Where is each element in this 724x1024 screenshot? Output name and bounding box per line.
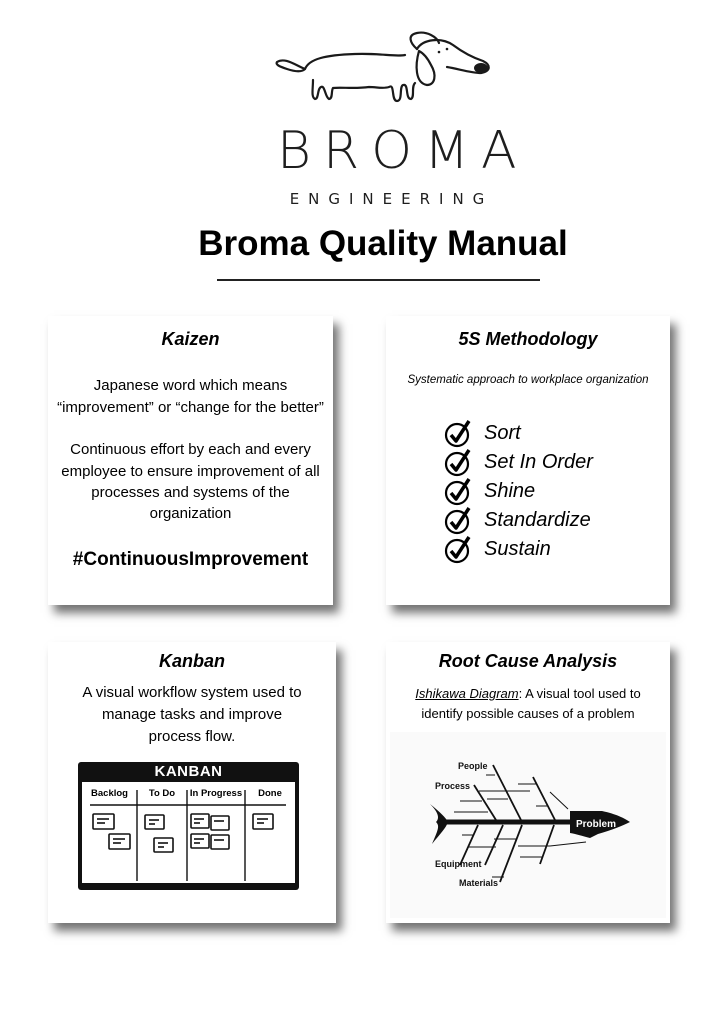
- check-circle-icon: [444, 478, 472, 506]
- kanban-board-title: KANBAN: [154, 763, 223, 780]
- kanban-description-line2: manage tasks and improve: [101, 706, 283, 723]
- kaizen-definition-line1: Japanese word which means: [93, 377, 288, 394]
- ishikawa-diagram-link[interactable]: Ishikawa Diagram: [415, 686, 519, 701]
- kanban-column-done: Done: [258, 788, 282, 799]
- five-s-list: [444, 419, 593, 564]
- check-circle-icon: [444, 420, 472, 448]
- svg-text:Equipment: Equipment: [435, 859, 482, 869]
- dachshund-dog-logo-icon: [265, 25, 500, 115]
- five-s-subtitle: Systematic approach to workplace organization: [407, 374, 649, 386]
- brand-name: BROMA: [277, 121, 529, 181]
- five-s-item: Standardize: [444, 506, 593, 535]
- kanban-board-illustration: [78, 762, 299, 890]
- svg-text:Materials: Materials: [459, 878, 499, 888]
- fishbone-diagram: [390, 732, 666, 918]
- kaizen-hashtag: #ContinuousImprovement: [72, 549, 309, 570]
- title-divider: [217, 279, 540, 281]
- root-cause-analysis-card: [386, 642, 670, 923]
- five-s-title: 5S Methodology: [458, 329, 598, 349]
- five-s-card: [386, 316, 670, 605]
- kanban-card: [48, 642, 336, 923]
- broma-logo: [265, 25, 529, 208]
- brand-subtitle: ENGINEERING: [289, 190, 494, 208]
- kaizen-definition-line2: “improvement” or “change for the better”: [57, 399, 324, 416]
- kaizen-description-line1: Continuous effort by each and every: [70, 441, 311, 458]
- rca-description-line1: Ishikawa Diagram: A visual tool used to: [415, 686, 641, 701]
- kanban-column-backlog: Backlog: [91, 788, 128, 799]
- kanban-description-line1: A visual workflow system used to: [82, 684, 302, 701]
- fishbone-diagram-icon: [390, 732, 666, 918]
- five-s-item: Set In Order: [444, 448, 593, 477]
- kanban-board-lines: [82, 782, 295, 883]
- kanban-column-in-progress: In Progress: [189, 788, 243, 799]
- five-s-item: Sort: [444, 419, 593, 448]
- kaizen-description-line4: organization: [149, 505, 232, 522]
- kaizen-title: Kaizen: [161, 329, 220, 349]
- rca-description-line2: identify possible causes of a problem: [421, 706, 635, 721]
- kanban-title: Kanban: [158, 651, 225, 671]
- svg-text:Problem: Problem: [576, 819, 617, 830]
- svg-text:Process: Process: [435, 781, 471, 791]
- check-circle-icon: [444, 507, 472, 535]
- kaizen-description-line3: processes and systems of the: [91, 484, 290, 501]
- five-s-item: Shine: [444, 477, 593, 506]
- page-title: Broma Quality Manual: [198, 224, 568, 263]
- kanban-column-todo: To Do: [148, 788, 176, 799]
- kaizen-description-line2: employee to ensure improvement of all: [61, 463, 320, 480]
- svg-text:People: People: [458, 761, 488, 771]
- kanban-description-line3: process flow.: [148, 728, 236, 745]
- kaizen-card: [48, 316, 333, 605]
- check-circle-icon: [444, 536, 472, 564]
- check-circle-icon: [444, 449, 472, 477]
- rca-title: Root Cause Analysis: [438, 651, 618, 671]
- five-s-item: Sustain: [444, 535, 593, 564]
